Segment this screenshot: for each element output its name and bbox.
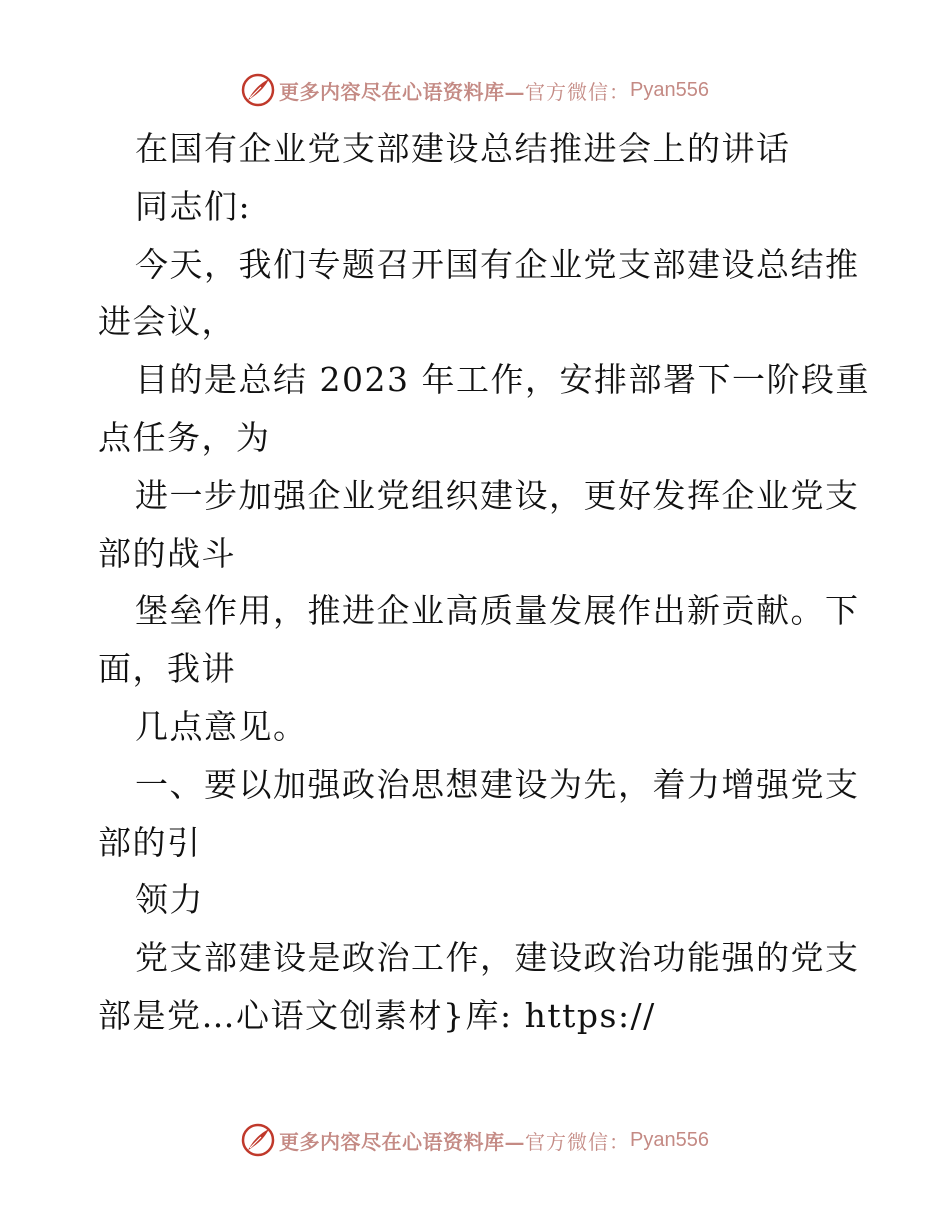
text-line: 目的是总结 2023 年工作，安排部署下一阶段重 <box>135 360 870 400</box>
text-line: 领力 <box>135 880 204 920</box>
text-line: 党支部建设是政治工作，建设政治功能强的党支 <box>135 938 860 978</box>
banner-wechat-id: Pyan556 <box>630 78 709 101</box>
document-body <box>98 120 870 1045</box>
banner-wechat-label: 官方微信： <box>525 1129 631 1154</box>
quill-logo-icon <box>241 73 275 107</box>
text-line: 部是党…心语文创素材}库: https:// <box>98 995 656 1035</box>
text-line: 一、要以加强政治思想建设为先，着力增强党支 <box>135 764 860 804</box>
banner-wechat-label: 官方微信： <box>525 79 631 104</box>
text-line: 面，我讲 <box>98 649 236 689</box>
quill-logo-icon <box>241 1123 275 1157</box>
text-line: 部的引 <box>98 822 202 862</box>
banner-title: 更多内容尽在心语资料库— <box>279 79 526 104</box>
text-line: 进一步加强企业党组织建设，更好发挥企业党支 <box>135 475 860 515</box>
banner-wechat-id: Pyan556 <box>630 1128 709 1151</box>
text-line: 几点意见。 <box>135 706 308 746</box>
footer-watermark-banner <box>0 1120 950 1160</box>
text-line: 今天，我们专题召开国有企业党支部建设总结推 <box>135 244 860 284</box>
text-line: 点任务，为 <box>98 417 271 457</box>
header-watermark-banner <box>0 70 950 110</box>
text-line: 进会议， <box>98 302 236 342</box>
text-line: 堡垒作用，推进企业高质量发展作出新贡献。下 <box>135 591 860 631</box>
text-line: 同志们: <box>135 186 252 226</box>
text-line: 部的战斗 <box>98 533 236 573</box>
text-line: 在国有企业党支部建设总结推进会上的讲话 <box>135 129 791 168</box>
banner-title: 更多内容尽在心语资料库— <box>279 1129 526 1154</box>
